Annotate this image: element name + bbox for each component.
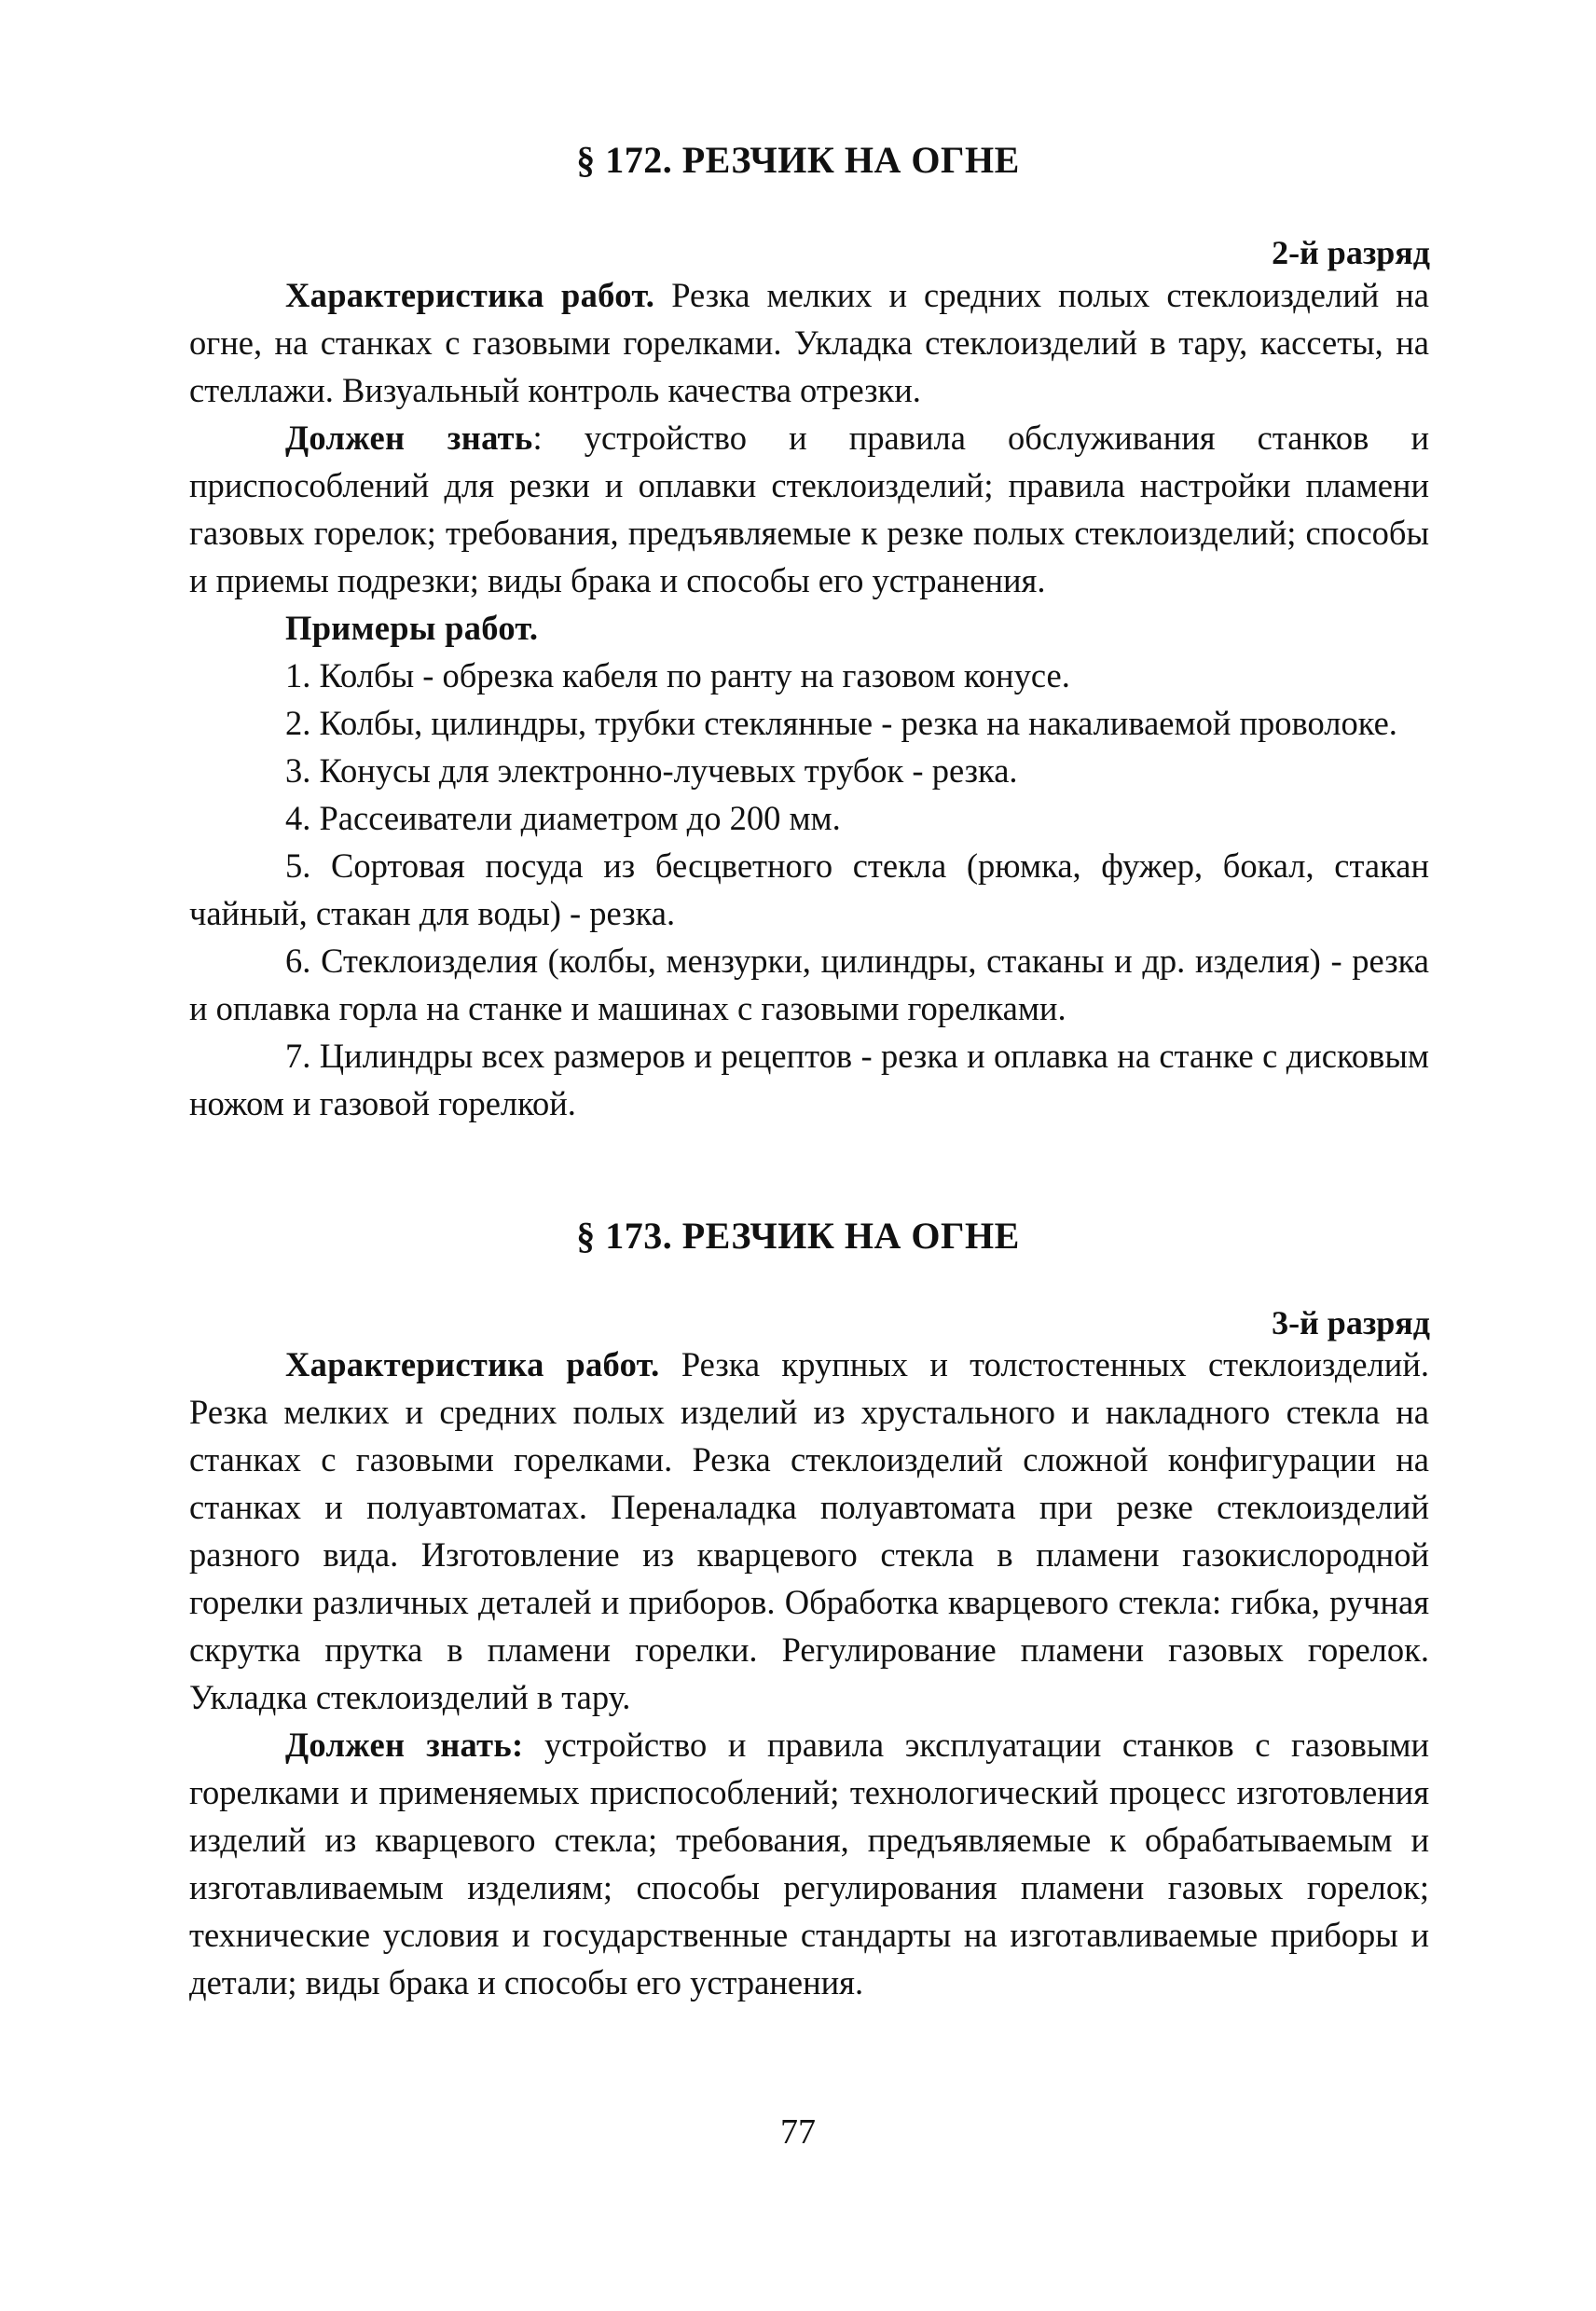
section-173-knowledge <box>189 1721 1429 2006</box>
example-item: 4. Рассеиватели диаметром до 200 мм. <box>285 799 841 837</box>
section-172-rank: 2-й разряд <box>1272 234 1430 271</box>
section-173-title: § 173. РЕЗЧИК НА ОГНЕ <box>576 1215 1020 1257</box>
characteristics-text: Резка крупных и толстостенных стеклоизделий. Резка мелких и средних полых изделий из хрустального и накладного стекла на станках с газовыми горелками. Резка стеклоизделий сложной конфигурации на станках и полуавтоматах. Переналадка полуавтомата при резке стеклоизделий разного вида. Изготовление из кварцевого стекла в пламени газокислородной горелки различных деталей и приборов. Обработка кварцевого стекла: гибка, ручная скрутка прутка в пламени горелки. Регулирование пламени газовых горелок. Укладка стеклоизделий в тару. <box>189 1345 1429 1716</box>
section-172-knowledge <box>189 414 1429 604</box>
example-item: 6. Стеклоизделия (колбы, мензурки, цилиндры, стаканы и др. изделия) - резка и оплавка горла на станке и машинах с газовыми горелками. <box>189 942 1429 1027</box>
example-item: 7. Цилиндры всех размеров и рецептов - резка и оплавка на станке с дисковым ножом и газовой горелкой. <box>189 1037 1429 1122</box>
section-173-rank: 3-й разряд <box>1272 1304 1430 1341</box>
section-172-body <box>189 271 1429 1127</box>
characteristics-text: Резка мелких и средних полых стеклоизделий на огне, на станках с газовыми горелками. Укладка стеклоизделий в тару, кассеты, на стеллажи. Визуальный контроль качества отрезки. <box>189 276 1429 409</box>
example-item: 2. Колбы, цилиндры, трубки стеклянные - резка на накаливаемой проволоке. <box>285 704 1397 742</box>
page-number: 77 <box>780 2112 816 2152</box>
example-item: 3. Конусы для электронно-лучевых трубок - резка. <box>285 751 1018 790</box>
knowledge-label: Должен знать: <box>285 1726 524 1764</box>
section-173-body <box>189 1341 1429 2006</box>
knowledge-text: устройство и правила эксплуатации станков с газовыми горелками и применяемых приспособлений; технологический процесс изготовления изделий из кварцевого стекла; требования, предъявляемые к обрабатываемым и изготавливаемым изделиям; способы регулирования пламени газовых горелок; технические условия и государственные стандарты на изготавливаемые приборы и детали; виды брака и способы его устранения. <box>189 1726 1429 2001</box>
section-172-characteristics <box>189 271 1429 414</box>
examples-heading <box>189 604 1429 652</box>
example-item: 1. Колбы - обрезка кабеля по ранту на газовом конусе. <box>285 656 1070 695</box>
characteristics-label: Характеристика работ. <box>285 276 655 314</box>
section-173-characteristics <box>189 1341 1429 1721</box>
examples-label: Примеры работ. <box>285 609 539 647</box>
knowledge-text: : устройство и правила обслуживания станков и приспособлений для резки и оплавки стеклоизделий; правила настройки пламени газовых горелок; требования, предъявляемые к резке полых стеклоизделий; способы и приемы подрезки; виды брака и способы его устранения. <box>189 419 1429 599</box>
characteristics-label: Характеристика работ. <box>285 1345 660 1383</box>
example-item: 5. Сортовая посуда из бесцветного стекла (рюмка, фужер, бокал, стакан чайный, стакан для воды) - резка. <box>189 846 1429 932</box>
section-172-title: § 172. РЕЗЧИК НА ОГНЕ <box>576 139 1020 181</box>
knowledge-label: Должен знать <box>285 419 533 457</box>
